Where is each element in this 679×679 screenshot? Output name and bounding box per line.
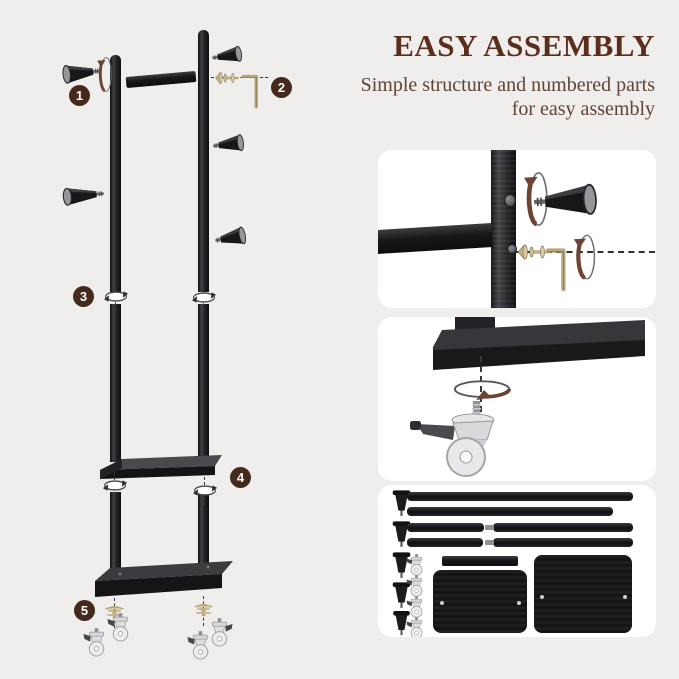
caster-icon xyxy=(83,628,110,657)
pole-part xyxy=(493,538,633,547)
connector-stud xyxy=(489,525,494,530)
joint-ring-icon xyxy=(104,290,128,303)
caster-icon xyxy=(406,617,427,637)
crossbar-closeup xyxy=(378,223,493,254)
allen-key-icon xyxy=(546,246,568,292)
hook-icon xyxy=(59,184,104,207)
hook-icon xyxy=(59,61,101,85)
right-pole-upper xyxy=(198,30,209,292)
caster-icon xyxy=(107,613,134,642)
step-badge-4 xyxy=(230,467,251,488)
screw-hole xyxy=(623,595,627,599)
allen-key-icon xyxy=(242,73,260,109)
screw-hole xyxy=(540,595,544,599)
step-number: 3 xyxy=(79,289,88,304)
hook-icon xyxy=(211,45,245,67)
connector-stud xyxy=(489,540,494,545)
step-badge-3 xyxy=(73,286,94,307)
joint-ring-icon xyxy=(192,291,216,304)
caster-icon xyxy=(406,575,427,597)
step-badge-1 xyxy=(69,85,90,106)
step-badge-5 xyxy=(74,600,95,621)
screws-icon xyxy=(192,604,216,619)
caster-icon xyxy=(406,554,427,576)
pole-part xyxy=(493,523,633,532)
page-title: EASY ASSEMBLY xyxy=(393,28,655,63)
left-pole-middle xyxy=(110,304,121,462)
base-board-part xyxy=(534,555,632,633)
hook-icon xyxy=(212,133,247,155)
right-pole-middle xyxy=(198,304,209,462)
detail-panel-hook xyxy=(378,150,656,308)
caster-icon xyxy=(408,400,510,478)
pole-part xyxy=(407,492,633,501)
pole-closeup xyxy=(491,150,516,308)
bolt-icon xyxy=(504,194,516,207)
subtitle-line-1: Simple structure and numbered parts xyxy=(360,74,655,96)
pole-part xyxy=(407,507,613,516)
caster-icon xyxy=(206,618,233,647)
screw-hole xyxy=(517,601,521,605)
joint-ring-icon xyxy=(193,484,217,497)
base-shelf xyxy=(90,558,236,602)
subtitle xyxy=(325,73,655,121)
joint-ring-icon xyxy=(103,479,127,492)
step-number: 5 xyxy=(80,603,89,618)
shelf-board-part xyxy=(433,570,527,633)
short-bar-part xyxy=(442,556,518,566)
base-corner-closeup xyxy=(428,317,650,373)
rotate-indicator-icon xyxy=(572,232,600,282)
hook-icon xyxy=(533,182,602,218)
step-number: 1 xyxy=(75,88,84,103)
header-block xyxy=(325,28,655,121)
right-pole-lower xyxy=(198,494,209,568)
step-number: 2 xyxy=(277,80,286,95)
parts-panel xyxy=(378,485,656,637)
caster-icon xyxy=(406,596,427,618)
subtitle-line-2: for easy assembly xyxy=(511,98,655,120)
screws-icon xyxy=(215,70,243,86)
hanging-rod xyxy=(126,71,197,88)
detail-panel-caster xyxy=(378,317,656,481)
screw-hole xyxy=(440,601,444,605)
step-badge-2 xyxy=(271,77,292,98)
rotate-indicator-icon xyxy=(452,379,512,401)
step-number: 4 xyxy=(236,470,245,485)
pole-part xyxy=(407,523,484,532)
pole-part xyxy=(407,538,483,547)
rotate-indicator-icon xyxy=(96,55,115,94)
hook-icon xyxy=(213,225,249,250)
